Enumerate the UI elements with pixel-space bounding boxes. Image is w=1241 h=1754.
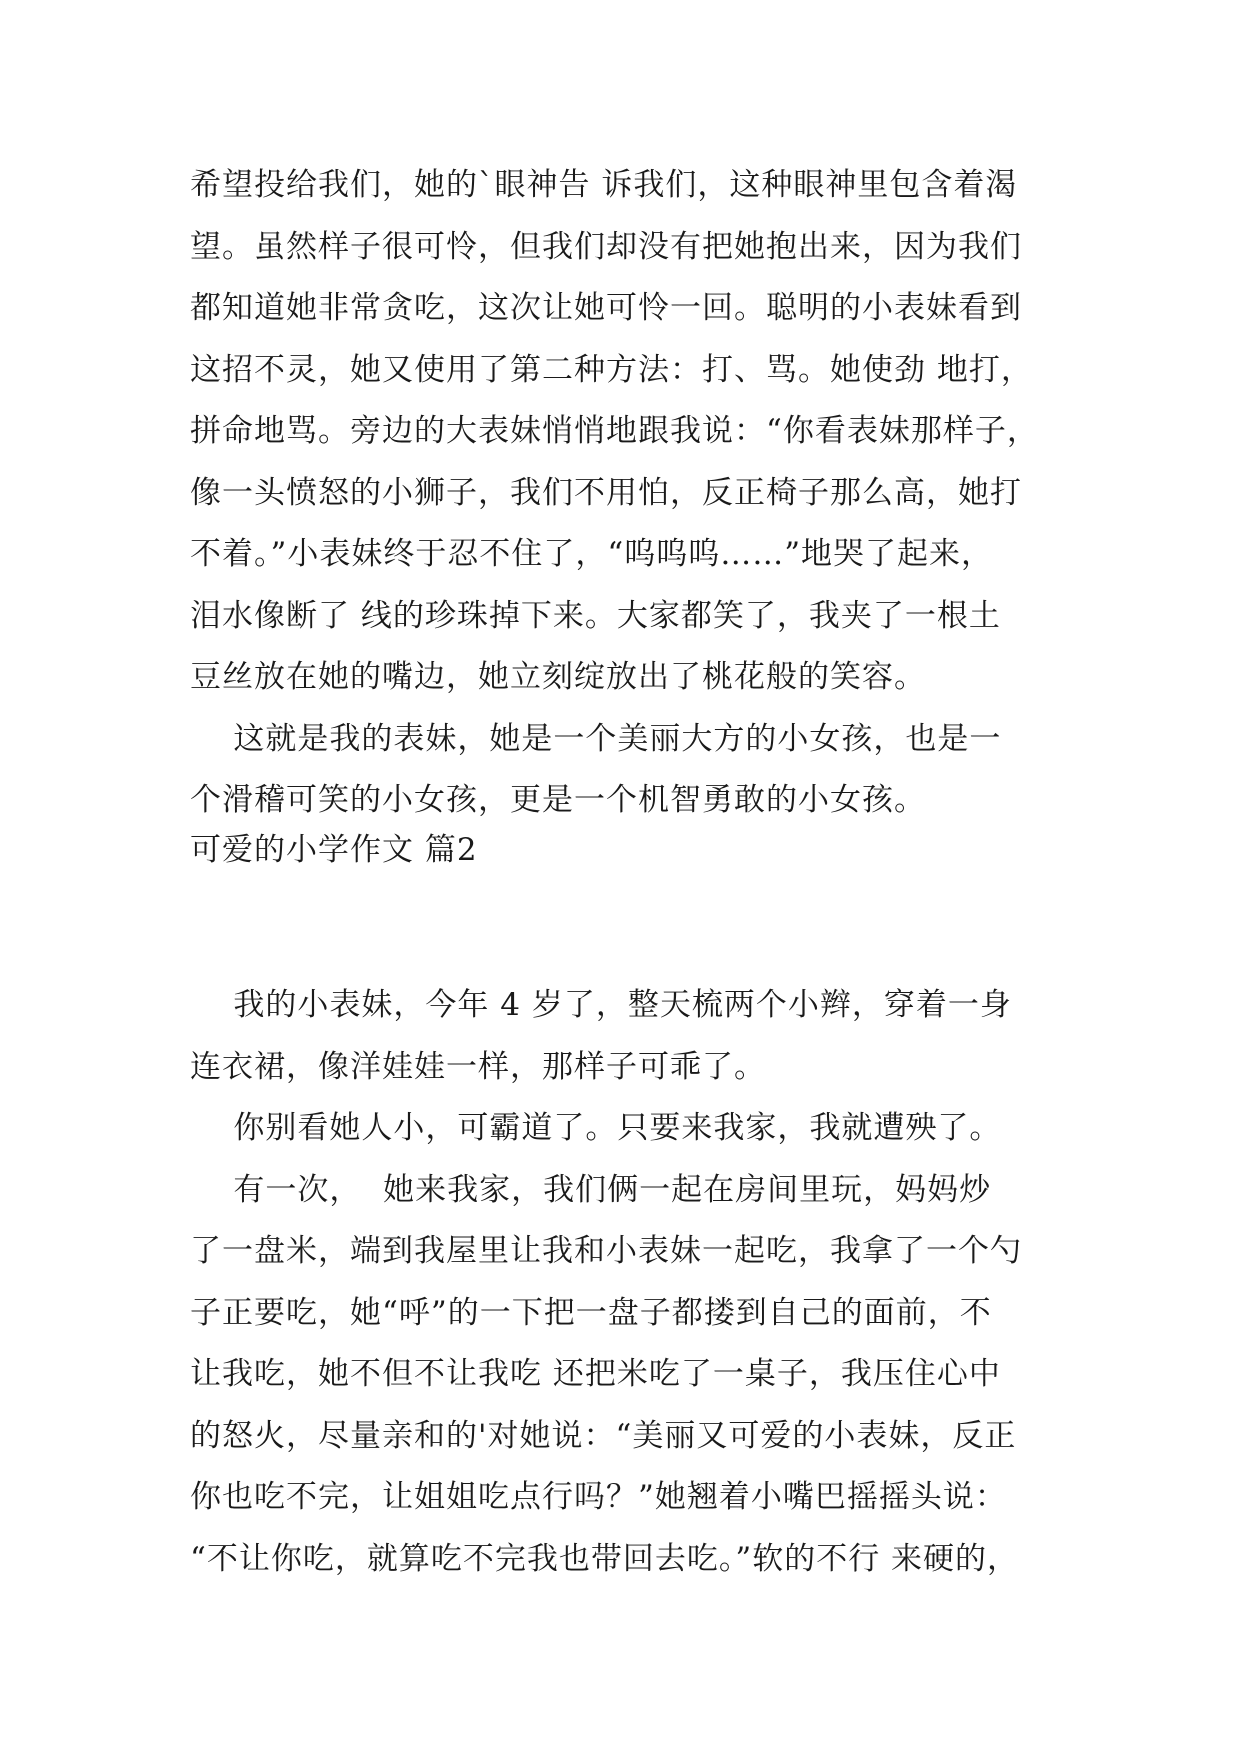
text-line: 子正要吃，她“呼”的一下把一盘子都搂到自己的面前，不 (190, 1294, 992, 1331)
text-line: 有一次， 她来我家，我们俩一起在房间里玩，妈妈炒 (190, 1171, 992, 1208)
text-line: 你别看她人小，可霸道了。只要来我家，我就遭殃了。 (190, 1110, 1002, 1146)
text-line: 的怒火，尽量亲和的'对她说：“美丽又可爱的小表妹，反正 (190, 1417, 1017, 1454)
text-line: 我的小表妹，今年 4 岁了，整天梳两个小辫，穿着一身 (190, 987, 1012, 1023)
text-line: 你也吃不完，让姐姐吃点行吗？”她翘着小嘴巴摇摇头说： (190, 1479, 1007, 1515)
text-line: 像一头愤怒的小狮子，我们不用怕，反正椅子那么高，她打 (190, 474, 1022, 511)
text-line: 个滑稽可笑的小女孩，更是一个机智勇敢的小女孩。 (190, 782, 926, 818)
text-line: 望。虽然样子很可怜，但我们却没有把她抱出来，因为我们 (190, 228, 1022, 265)
text-line: 豆丝放在她的嘴边，她立刻绽放出了桃花般的笑容。 (190, 659, 926, 695)
text-line: 希望投给我们，她的`眼神告 诉我们，这种眼神里包含着渴 (190, 167, 1018, 203)
text-line: 这就是我的表妹，她是一个美丽大方的小女孩，也是一 (190, 720, 1002, 757)
text-line: 让我吃，她不但不让我吃 还把米吃了一桌子，我压住心中 (190, 1356, 1001, 1392)
section-heading: 可爱的小学作文 篇2 (190, 832, 478, 868)
text-line: 都知道她非常贪吃，这次让她可怜一回。聪明的小表妹看到 (190, 290, 1022, 326)
text-line: 这招不灵，她又使用了第二种方法：打、骂。她使劲 地打， (190, 351, 1033, 388)
essay-section-1 (190, 155, 1070, 832)
text-line: 拼命地骂。旁边的大表妹悄悄地跟我说：“你看表妹那样子， (190, 413, 1039, 449)
essay-section-2 (190, 975, 1070, 1590)
text-line: 不着。”小表妹终于忍不住了，“呜呜呜……”地哭了起来， (190, 536, 994, 572)
text-line: “不让你吃，就算吃不完我也带回去吃。”软的不行 来硬的， (190, 1540, 1020, 1577)
text-line: 了一盘米，端到我屋里让我和小表妹一起吃，我拿了一个勺 (190, 1233, 1022, 1269)
text-line: 泪水像断了 线的珍珠掉下来。大家都笑了，我夹了一根土 (190, 597, 1001, 634)
text-line: 连衣裙，像洋娃娃一样，那样子可乖了。 (190, 1048, 766, 1085)
